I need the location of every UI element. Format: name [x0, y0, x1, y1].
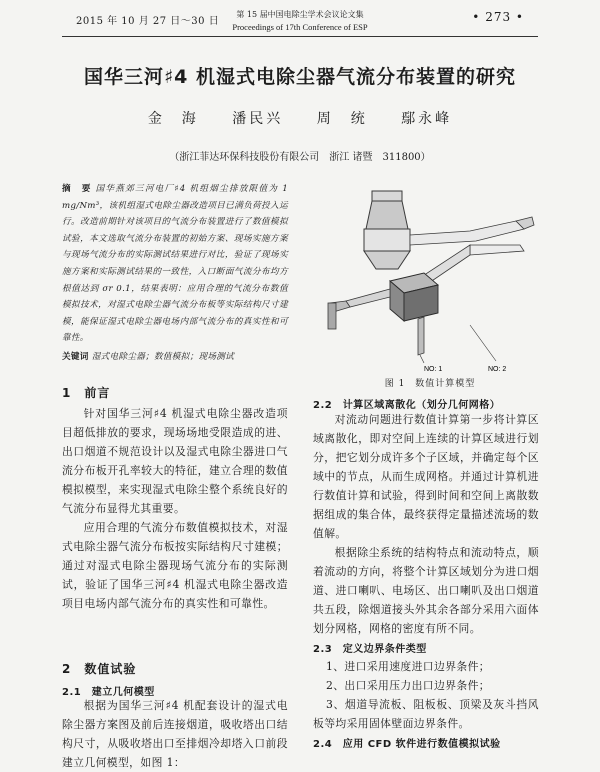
section-2-heading: 2 数值试验	[62, 662, 137, 676]
keywords-text: 湿式电除尘器；数值模拟；现场测试	[91, 352, 235, 362]
leader-line	[470, 325, 496, 361]
section-2-3-heading: 2.3 定义边界条件类型	[313, 644, 427, 655]
list-item: 1、进口采用速度进口边界条件；	[325, 660, 490, 673]
figure-model	[320, 185, 540, 375]
section-1-body	[62, 404, 288, 613]
section-2-3-list	[313, 657, 539, 733]
section-2-4-heading: 2.4 应用 CFD 软件进行数值模拟试验	[313, 739, 501, 750]
outlet-pipe	[418, 317, 424, 355]
section-1-heading: 1 前言	[62, 386, 111, 400]
label-no1: NO: 1	[424, 366, 443, 373]
paragraph: 根据为国华三河♯4 机配套设计的湿式电除尘器方案图及前后连接烟道，吸收塔出口结构尺寸，从吸收塔出口至排烟冷却塔入口前段建立几何模型，如图 1：	[62, 699, 288, 769]
abstract-label: 摘 要	[62, 184, 92, 194]
author: 周 统	[316, 111, 368, 127]
stack-upper	[364, 191, 410, 269]
keywords	[62, 350, 288, 364]
paragraph: 应用合理的气流分布数值模拟技术，对湿式电除尘器气流分布板按实际结构尺寸建模；通过对湿式电除尘器现场气流分布的实际测试，验证了国华三河♯4 机湿式电除尘器改造项目电场内部气流分布的真实性和可靠性。	[62, 521, 288, 610]
list-item: 2、出口采用压力出口边界条件；	[325, 679, 490, 692]
section-2-1-heading: 2.1 建立几何模型	[62, 687, 155, 698]
affiliation: （浙江菲达环保科技股份有限公司 浙江 诸暨 311800）	[169, 152, 431, 163]
leader-line	[420, 355, 424, 363]
abstract-text: 国华燕郊三河电厂♯4 机组烟尘排放限值为 1 mg/Nm³，该机组湿式电除尘器改造项目已满负荷投入运行。改造前期针对该项目的气流分布装置进行了数值模拟试验，本文选取气流分布装置的初始方案、现场实施方案与现场气流分布的实际测试结果进行对比，验证了现场实施方案和实际测试结果的一致性，入口断面气流分布均方根值达到 σr 0.1，结果表明：应用合理的气流分布数值模拟技术，对湿式电除尘器气流分布板等实际结构尺寸建模，能保证湿式电除尘器电场内部气流分布的真实性和可靠性。	[62, 184, 288, 344]
duct-lower	[328, 289, 390, 329]
paragraph: 针对国华三河♯4 机湿式电除尘器改造项目超低排放的要求，现场场地受限造成的进、出口烟道不规范设计以及湿式电除尘器进口气流分布板开孔率较大的特征，建立合理的数值模拟模型，来实现湿式电除尘整个系统良好的气流分布显得尤其重要。	[62, 407, 288, 515]
header-conference	[200, 9, 400, 33]
author: 金 海	[147, 111, 199, 127]
label-no2: NO: 2	[488, 366, 507, 373]
author: 潘民兴	[232, 111, 284, 127]
paragraph: 根据除尘系统的结构特点和流动特点，顺着流动的方向，将整个计算区域划分为进口烟道、进口喇叭、电场区、出口喇叭及出口烟道共五段，除烟道接头外其余各部分采用六面体划分网格，网格的密度有所不同。	[313, 546, 539, 635]
header-conference-en: Proceedings of 17th Conference of ESP	[232, 22, 368, 32]
list-item: 3、烟道导流板、阻板板、顶梁及灰斗挡风板等均采用固体壁面边界条件。	[313, 698, 539, 730]
section-2-2-heading: 2.2 计算区域离散化（划分几何网格）	[313, 400, 501, 411]
figure-caption: 图 1 数值计算模型	[384, 379, 476, 389]
keywords-label: 关键词	[62, 352, 89, 362]
page-number: • 273 •	[472, 10, 524, 24]
header-conference-cn: 第 15 届中国电除尘学术会议论文集	[236, 10, 364, 19]
section-2-1-body	[62, 696, 288, 772]
header-rule	[62, 36, 538, 37]
paragraph: 对流动问题进行数值计算第一步将计算区域离散化，即对空间上连续的计算区域进行划分，把它划分成许多个子区域，并确定每个区域中的节点，从而生成网格。并通过计算机进行数值计算和试验，得到时间和空间上离散数据组成的集合体，最终获得定量描述流场的数值解。	[313, 413, 539, 540]
duct-upper	[410, 217, 534, 245]
author-list	[0, 108, 600, 128]
section-2-2-body	[313, 410, 539, 638]
abstract	[62, 181, 288, 347]
precipitator-box	[390, 273, 438, 321]
author: 鄢永峰	[401, 111, 453, 127]
header-date: 2015 年 10 月 27 日～30 日	[76, 16, 220, 27]
paper-title: 国华三河♯4 机湿式电除尘器气流分布装置的研究	[83, 66, 517, 88]
